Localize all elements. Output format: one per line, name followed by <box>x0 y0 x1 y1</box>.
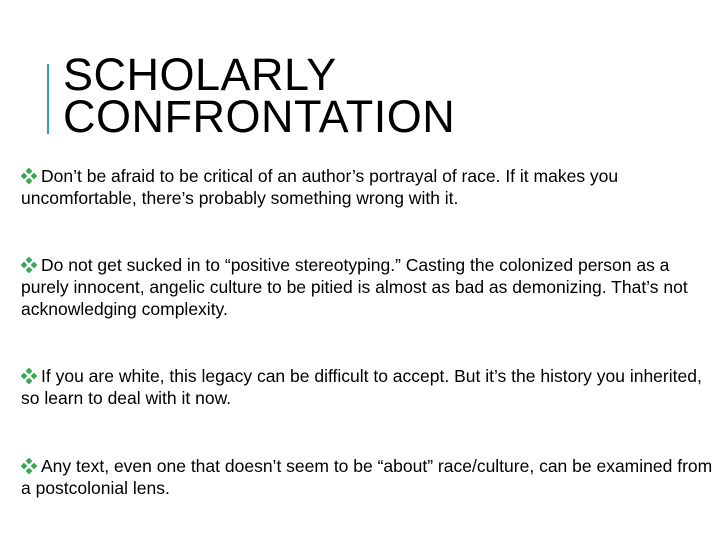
diamond-bullet-icon <box>21 168 37 184</box>
slide-title <box>63 49 456 142</box>
slide-title-line-2: CONFRONTATION <box>63 91 456 142</box>
bullet-list <box>16 165 716 499</box>
bullet-item <box>16 254 716 320</box>
bullet-text: Any text, even one that doesn’t seem to be “about” race/culture, can be examined from a postcolonial lens. <box>21 456 713 498</box>
diamond-bullet-icon <box>21 257 37 273</box>
bullet-text: Do not get sucked in to “positive stereotyping.” Casting the colonized person as a purely innocent, angelic culture to be pitied is almost as bad as demonizing. That’s not acknowledging complexity. <box>21 255 688 319</box>
bullet-text: Don’t be afraid to be critical of an author’s portrayal of race. If it makes you uncomfortable, there’s probably something wrong with it. <box>21 166 619 208</box>
title-accent-bar <box>47 64 49 134</box>
slide-title-line-1: SCHOLARLY <box>63 49 337 100</box>
bullet-item <box>16 455 716 499</box>
diamond-bullet-icon <box>21 458 37 474</box>
diamond-bullet-icon <box>21 368 37 384</box>
bullet-text: If you are white, this legacy can be difficult to accept. But it’s the history you inherited, so learn to deal with it now. <box>21 366 702 408</box>
bullet-item <box>16 165 716 209</box>
bullet-item <box>16 365 716 409</box>
